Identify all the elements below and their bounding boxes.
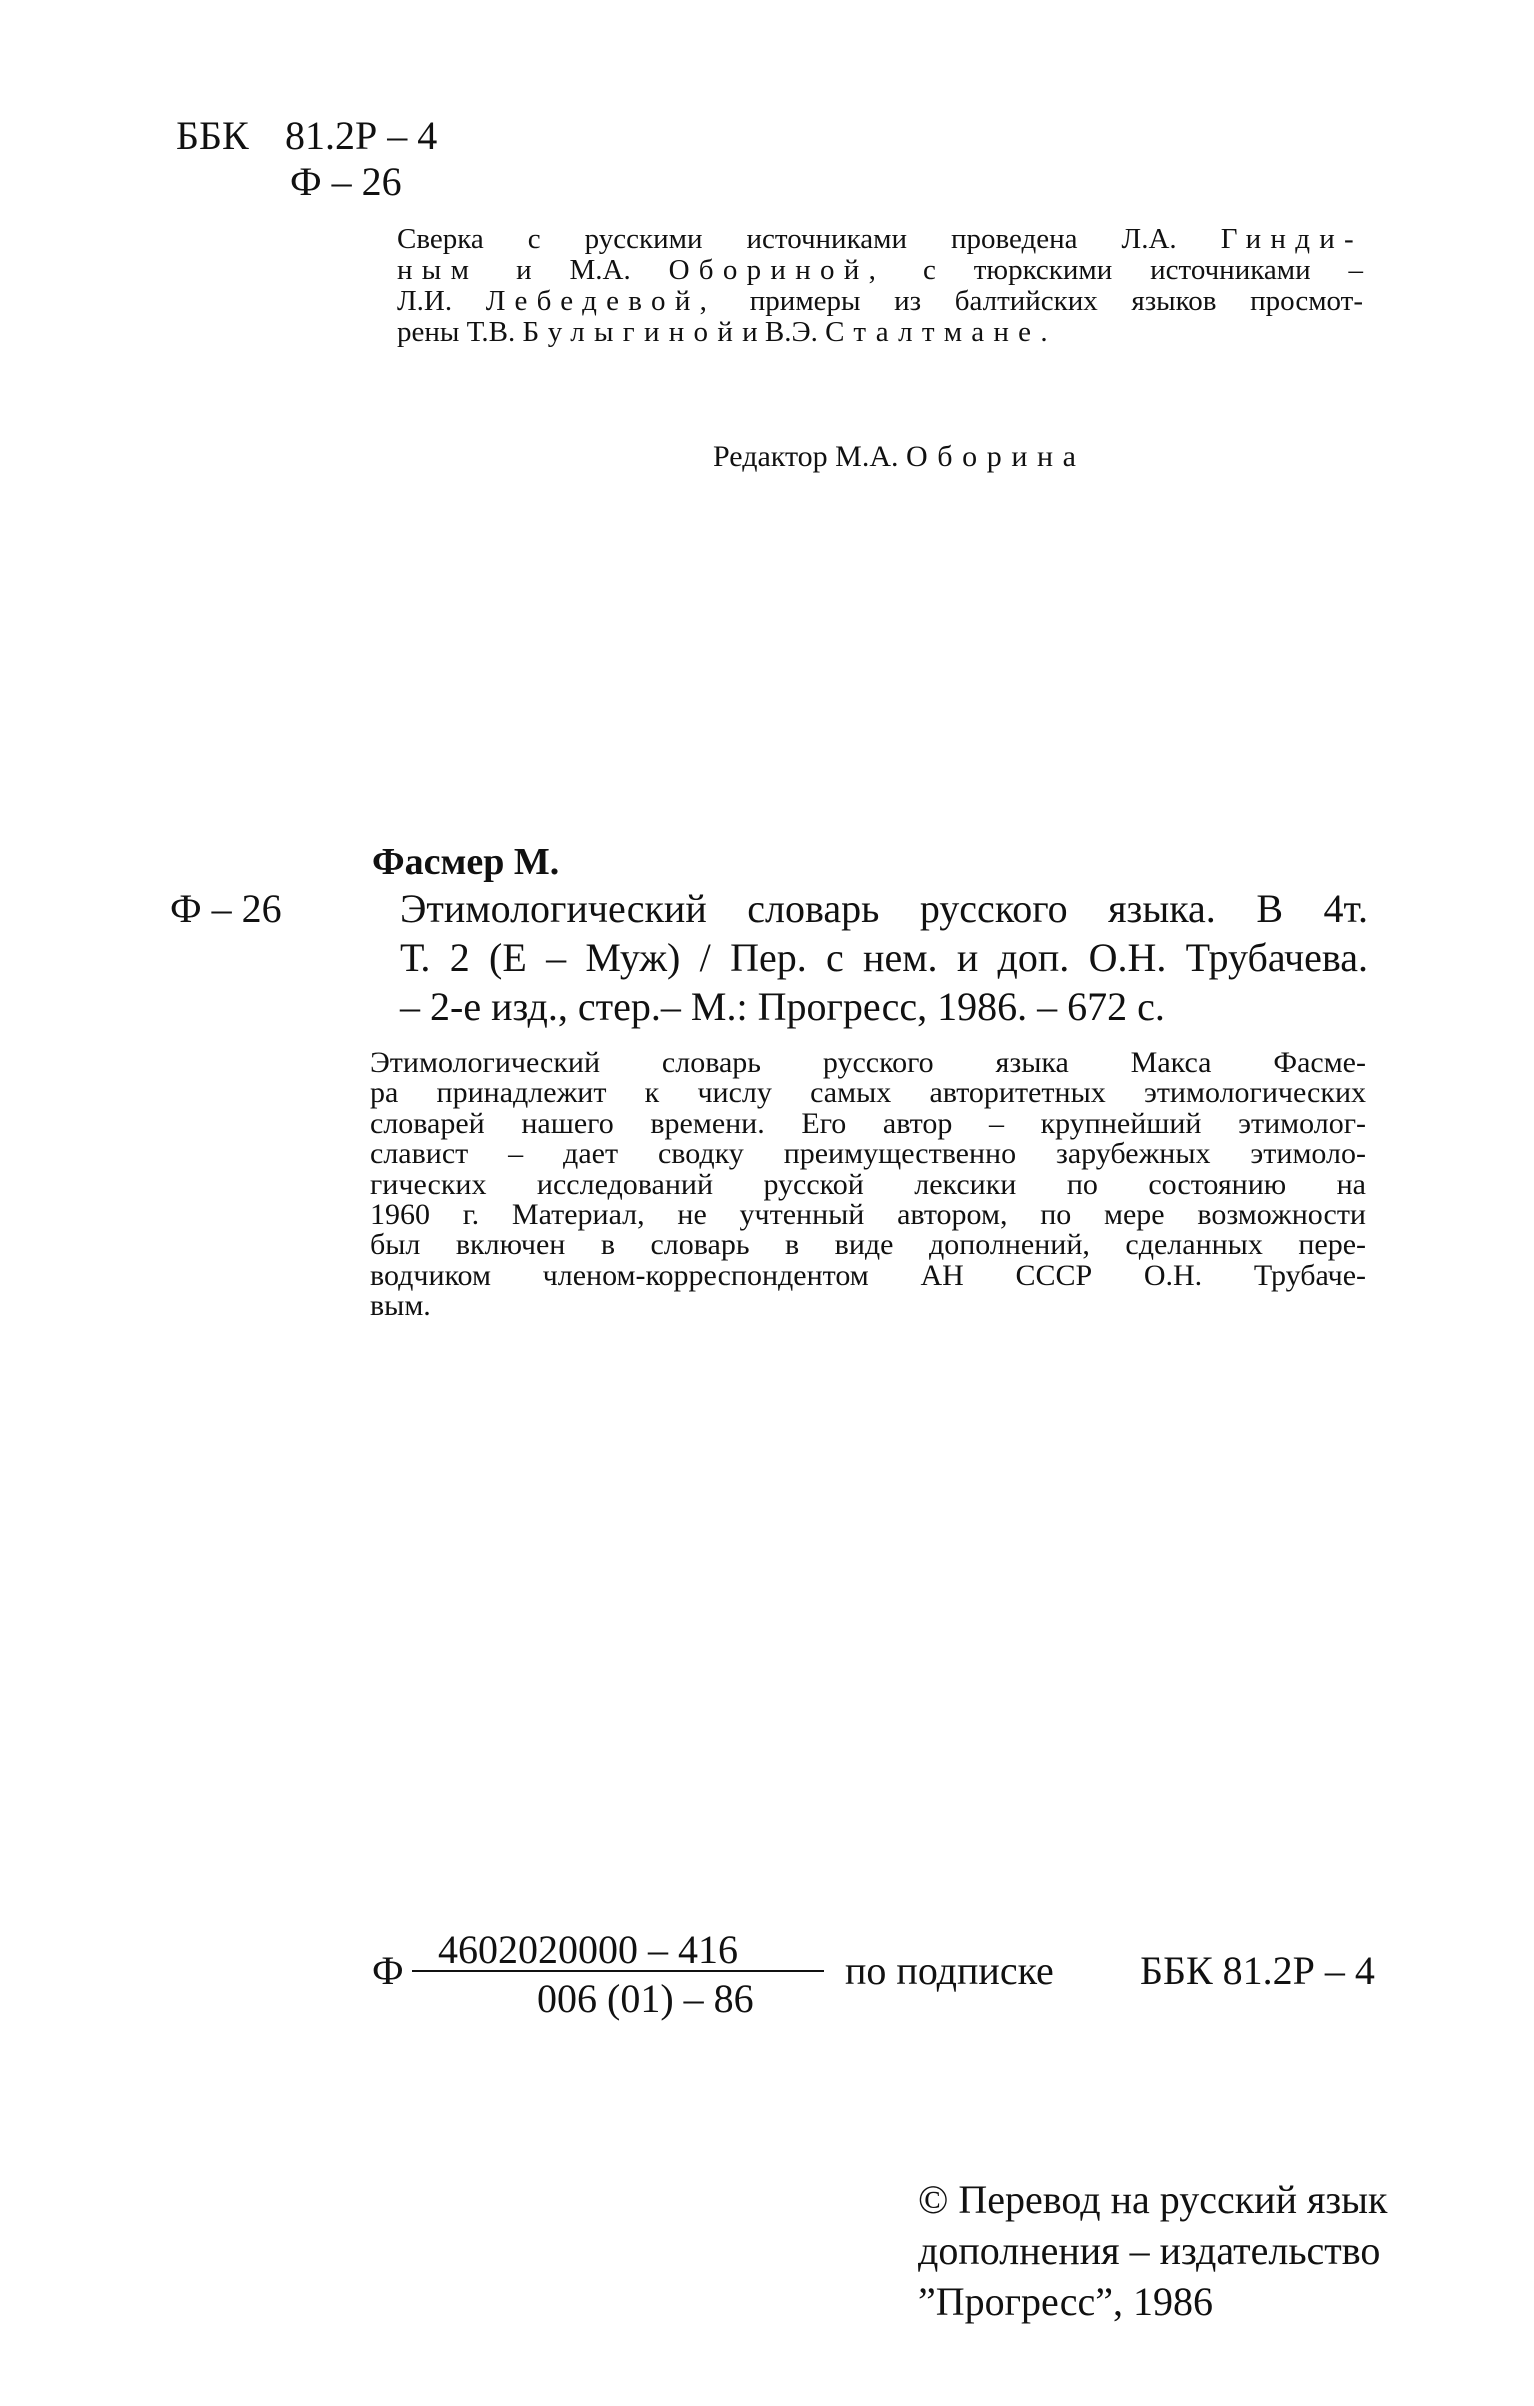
bibliography-mark: Ф – 26 [170,886,282,931]
bibliography-line-3: – 2-е изд., стер.– М.: Прогресс, 1986. – 672 с. [400,984,1165,1029]
copyright-line-2: дополнения – издательство [918,2228,1381,2273]
note-line-4 [397,317,1363,348]
note-name: Гинди- [1220,223,1363,255]
bibliography-author: Фасмер М. [372,841,560,883]
annotation [370,1048,1366,1322]
annotation-line: был включен в словарь в виде дополнений, сделанных пере- [370,1228,1366,1262]
bibliography-line-1: Этимологический словарь русского языка. В 4т. [400,886,1368,931]
copyright-line-3: ”Прогресс”, 1986 [918,2279,1214,2324]
footer-bbk: ББК 81.2Р – 4 [1140,1948,1375,1993]
bbk-code: 81.2Р – 4 [285,113,438,158]
footer-code-numerator: 4602020000 – 416 [438,1927,738,1972]
note-line-3 [397,286,1363,317]
editor-name: Оборина [906,440,1086,473]
note-line-2 [397,255,1363,286]
note-text: и В.Э. [742,316,818,348]
note-text: с тюркскими источниками – [922,254,1363,286]
bibliography-entry [400,884,1368,1031]
note-name: Обориной, [668,254,886,286]
footer-code-denominator: 006 (01) – 86 [537,1976,754,2021]
note-text: Сверка с русскими источниками проведена Л.А. [397,223,1177,255]
annotation-line: славист – дает сводку преимущественно зарубежных этимоло- [370,1137,1366,1171]
annotation-line: словарей нашего времени. Его автор – крупнейший этимолог- [370,1106,1366,1140]
note-text: Л.И. [397,285,453,317]
annotation-line: ра принадлежит к числу самых авторитетных этимологических [370,1076,1366,1110]
annotation-line: водчиком членом-корреспондентом АН СССР О.Н. Трубаче- [370,1258,1366,1292]
annotation-line: Этимологический словарь русского языка Макса Фасме- [370,1046,1366,1079]
editor-label: Редактор М.А. [713,440,899,473]
bbk-label: ББК [176,113,249,158]
author-mark: Ф – 26 [290,159,402,204]
annotation-line: 1960 г. Материал, не учтенный автором, по мере возможности [370,1198,1366,1232]
note-name: Сталтмане. [825,316,1057,348]
footer-code-letter: Ф [372,1948,404,1993]
verification-note [397,224,1363,348]
note-text: и М.А. [516,254,631,286]
editor-line [713,441,1086,472]
note-name: Лебедевой, [485,285,717,317]
note-text: примеры из балтийских языков просмот- [749,285,1364,317]
copyright-line-1: © Перевод на русский язык [918,2177,1388,2222]
annotation-line: вым. [370,1289,431,1323]
bibliography-line-2: Т. 2 (Е – Муж) / Пер. с нем. и доп. О.Н. Трубачева. [400,935,1368,980]
footer-code-fraction-line [412,1970,824,1972]
footer-subscription: по подписке [845,1948,1054,1993]
annotation-line: гических исследований русской лексики по состоянию на [370,1167,1366,1201]
note-name: ным [397,254,479,286]
copyright [918,2174,1388,2327]
note-name: Булыгиной [522,316,743,348]
note-text: рены Т.В. [397,316,516,348]
note-line-1 [397,224,1363,255]
